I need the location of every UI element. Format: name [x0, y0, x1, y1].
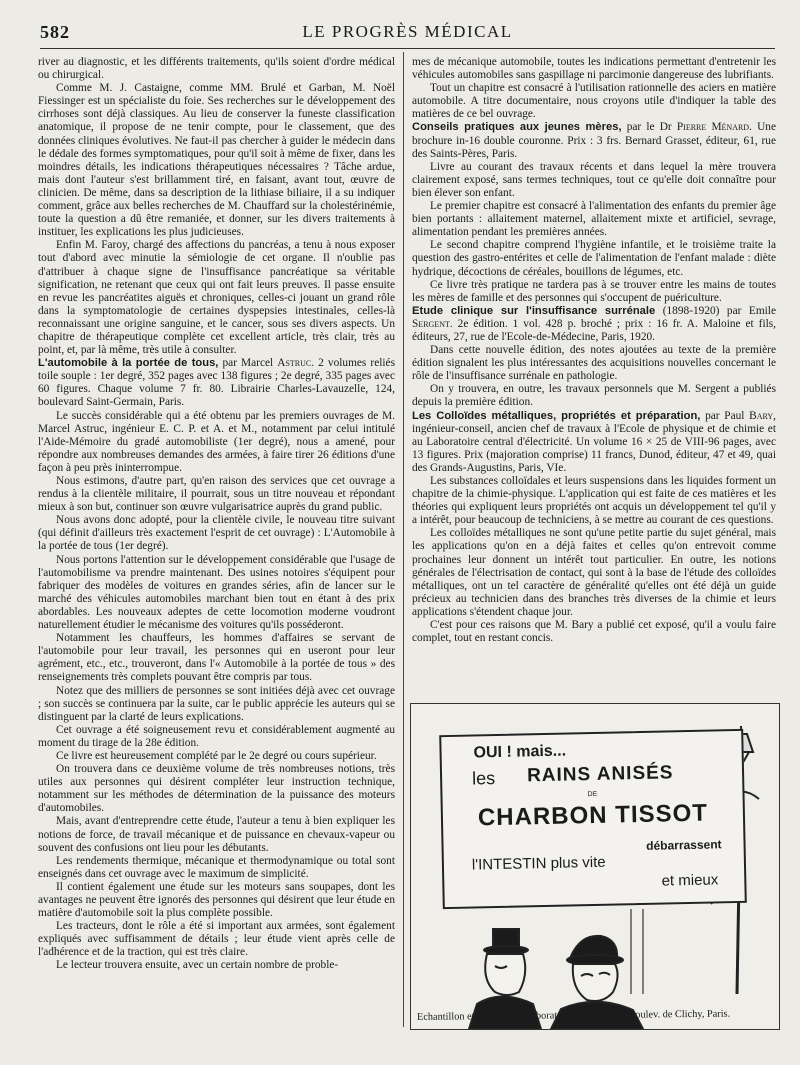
review-entry-heading	[412, 410, 776, 475]
review-author-name: Pierre Ménard	[676, 121, 750, 134]
review-citation-text: . 2 volumes reliés toile souple : 1er degré, 352 pages avec 138 figures ; 2e degré, 335 pages avec 60 figures. Chaque volume 7 fr. 80. Librairie Charles-Lavauzelle, 124, boulevard Saint-Germain, Paris.	[38, 357, 395, 409]
right-column	[412, 56, 776, 696]
article-paragraph: Mais, avant d'entreprendre cette étude, l'auteur a tenu à bien expliquer les notions de force, de travail mécanique et de puissance en chevaux-vapeur ou souvent des confusions ont lieu pour les débutants.	[38, 815, 395, 854]
article-paragraph: Dans cette nouvelle édition, des notes ajoutées au texte de la première édition signalent les plus intéressantes des acquisitions nouvelles concernant le rôle de l'insuffisance surrénale en pathologie.	[412, 344, 776, 383]
article-paragraph: Enfin M. Faroy, chargé des affections du pancréas, a tenu à nous exposer tout d'abord avec minutie la sémiologie de cet organe. Il n'oublie pas d'attribuer à chaque signe de l'insuffisance pancréatique sa véritable signification, ne retenant que ceux qui ont fait leurs preuves. Il passe ensuite en revue les pancréatites aiguës et chroniques, celles-ci jouant un grand rôle dans la symptomatologie de certaines dyspepsies intestinales, celles-là reconnaissant une origine sanguine, et le cancer, sous ses divers aspects. Un chapitre de thérapeutique complète cet excellent article, très clair, très au point, et, par là même, très utile à consulter.	[38, 239, 395, 357]
advertisement-sign	[439, 729, 747, 909]
page-number: 582	[40, 22, 70, 42]
page-header	[40, 20, 775, 46]
article-paragraph: Le second chapitre comprend l'hygiène infantile, et le troisième traite la question des gastro-entérites et celle de l'alimentation de l'enfant malade : diète hydrique, décoctions de céréales, bouillons de légumes, etc.	[412, 239, 776, 278]
article-paragraph: Le premier chapitre est consacré à l'alimentation des enfants du premier âge bien portants : allaitement maternel, allaitement mixte et artificiel, sevrage, alimentation pendant les premières années.	[412, 200, 776, 239]
article-paragraph: Le lecteur trouvera ensuite, avec un certain nombre de proble-	[56, 959, 339, 972]
article-paragraph: Nous portons l'attention sur le développement considérable que l'usage de l'automobilisme va prendre maintenant. Des usines notoires s'équipent pour fabriquer des modèles de voitures en grandes séries, afin de lancer sur le marché des véhicules automobiles marchant bien tout en étant à des prix abordables. Les nouveaux adeptes de cette locomotion moderne voudront naturellement étudier le mécanisme des voitures qu'ils posséderont.	[38, 553, 395, 632]
article-paragraph: On y trouvera, en outre, les travaux personnels que M. Sergent a publiés depuis la première édition.	[412, 383, 776, 409]
ad-line-de: DE	[587, 790, 598, 799]
article-paragraph: C'est pour ces raisons que M. Bary a publié cet exposé, qu'il a voulu faire complet, tout en restant concis.	[412, 619, 776, 645]
review-author-name: Bary	[749, 409, 774, 422]
article-paragraph: Cet ouvrage a été soigneusement revu et considérablement augmenté au moment du tirage de la 28e édition.	[38, 723, 395, 749]
review-entry-heading	[38, 357, 395, 409]
ad-line-oui: OUI ! mais...	[473, 742, 567, 762]
tissot-advertisement	[410, 703, 780, 1030]
review-author-name: Sergent	[412, 317, 450, 330]
article-paragraph: On trouvera dans ce deuxième volume de très nombreuses notions, très utiles aux personnes qui désirent compléter leur instruction technique, notamment sur les méthodes de détermination de la puissance des moteurs d'automobiles.	[38, 763, 395, 815]
ad-line-les: les	[471, 768, 496, 789]
article-paragraph: Nous avons donc adopté, pour la clientèle civile, le nouveau titre suivant (qui définit d'ailleurs très exactement l'esprit de cet ouvrage) : L'Automobile à la portée de tous (1er degré).	[38, 514, 395, 553]
article-paragraph: Notez que des milliers de personnes se sont initiées déjà avec cet ouvrage ; son succès se continuera par la suite, car le public apprécie les auteurs qui se distinguent par la clarté de leurs explications.	[38, 684, 395, 723]
ad-line-debarrassent: débarrassent	[646, 837, 722, 853]
review-book-title: Conseils pratiques aux jeunes mères,	[412, 121, 622, 134]
review-citation-text: par le Dr	[621, 121, 677, 134]
review-book-title: L'automobile à la portée de tous,	[38, 357, 219, 370]
article-paragraph: Nous estimons, d'autre part, qu'en raison des services que cet ouvrage a rendus à la clientèle militaire, il pourrait, sous un titre nouveau et répondant mieux à son but, continuer son œuvre vulgarisatrice auprès du grand public.	[38, 475, 395, 514]
article-paragraph: Les colloïdes métalliques ne sont qu'une petite partie du sujet général, mais les applications qu'on en a déjà faites et celles qu'on entrevoit comme prochaines leur donnent un intérêt tout particulier. En outre, les notions générales de l'électrisation de contact, qui sont à la base de l'étude des colloïdes métalliques, ont un tel caractère de généralité qu'elles ont été déjà un guide précieux au technicien dans des branches très diverses de la chimie et leurs applications s'étendent chaque jour.	[412, 527, 776, 618]
article-paragraph: Les rendements thermique, mécanique et thermodynamique ou total sont enseignés dans cet ouvrage avec le maximum de simplicité.	[38, 854, 395, 880]
review-citation-text: . Une brochure in-16 double couronne. Prix : 3 frs. Bernard Grasset, éditeur, 61, rue des Saints-Pères, Paris.	[412, 121, 776, 160]
article-paragraph: Ce livre est heureusement complété par le 2e degré ou cours supérieur.	[56, 749, 377, 762]
review-citation-text: par Paul	[700, 409, 750, 422]
header-rule	[40, 48, 775, 49]
article-paragraph: Les tracteurs, dont le rôle a été si important aux armées, sont également expliqués avec suffisamment de détails ; leur étude vient après celle de l'adhérence et de la traction, qui est très claire.	[38, 920, 395, 959]
ad-line-rains: RAINS ANISÉS	[526, 762, 674, 787]
ad-footer-address: Echantillon et littérature : Laboratoire TISSOT, 34, boulev. de Clichy, Paris.	[416, 1008, 731, 1023]
ad-brand-name: CHARBON TISSOT	[477, 799, 709, 832]
review-book-title: Etude clinique sur l'insuffisance surrénale	[412, 304, 656, 317]
article-paragraph: Les substances colloïdales et leurs suspensions dans les liquides forment un chapitre de la chimie-physique. L'application qui est faite de ces matières et les théories qui expliquent leurs propriétés ont acquis un développement tel qu'il y a intérêt, pour beaucoup de techniciens, à se mettre au courant de ces questions.	[412, 475, 776, 527]
article-paragraph: river au diagnostic, et les différents traitements, qu'ils soient d'ordre médical ou chirurgical.	[38, 56, 395, 82]
review-entry-heading	[412, 121, 776, 160]
article-paragraph: Tout un chapitre est consacré à l'utilisation rationnelle des aciers en matière automobile. A titre documentaire, nous croyons utile d'indiquer la table des matières de ce bel ouvrage.	[412, 82, 776, 121]
review-author-name: Astruc	[277, 357, 312, 370]
left-column	[38, 56, 395, 1021]
ad-line-intestin: l'INTESTIN plus vite	[471, 853, 606, 874]
article-paragraph: Il contient également une étude sur les moteurs sans soupapes, dont les avantages ne peuvent être ignorés des personnes qui désirent que leur étude en matière d'automobile soit la plus complète possible.	[38, 880, 395, 920]
journal-title: LE PROGRÈS MÉDICAL	[302, 22, 513, 41]
review-citation-text: , ingénieur-conseil, ancien chef de travaux à l'Ecole de physique et de chimie et au Laboratoire central d'électricité. Un volume 16 × 25 de VIII-96 pages, avec 13 figures. Prix (majoration comprise) 11 francs, Dunod, éditeur, 47 et 49, quai des Grands-Augustins, Paris, VIe.	[412, 409, 776, 474]
article-paragraph: mes de mécanique automobile, toutes les indications permettant d'entretenir les véhicules automobiles sans gaspillage ni parcimonie dangereuse des lubrifiants.	[412, 56, 776, 82]
article-paragraph: Ce livre très pratique ne tardera pas à se trouver entre les mains de toutes les mères de famille et des personnes qui s'occupent de puériculture.	[412, 278, 776, 304]
review-citation-text: par Marcel	[218, 357, 278, 370]
article-paragraph: Livre au courant des travaux récents et dans lequel la mère trouvera clairement exposé, sans termes techniques, tout ce qu'elle doit connaître pour bien élever son enfant.	[412, 160, 776, 199]
column-divider	[403, 52, 404, 1027]
article-paragraph: Le succès considérable qui a été obtenu par les premiers ouvrages de M. Marcel Astruc, ingénieur E. C. P. et A. et M., notamment par celui intitulé l'Aide-Mémoire du gradé automobiliste (1er degré), nous a amené, pour répondre aux nombreuses demandes des armées, à faire tirer 26 éditions d'une façon à peu près ininterrompue.	[38, 409, 395, 474]
review-citation-text: (1898-1920) par Emile	[655, 304, 776, 317]
article-paragraph: Notamment les chauffeurs, les hommes d'affaires se servant de l'automobile pour leur travail, les personnes qui en useront pour leur agrément, etc., etc., trouveront, dans l'« Automobile à la portée de tous » des renseignements très complets pouvant être compris par tous.	[38, 632, 395, 684]
review-citation-text: . 2e édition. 1 vol. 428 p. broché ; prix : 16 fr. A. Maloine et fils, éditeurs, 27, rue de l'Ecole-de-Médecine, Paris, 1920.	[412, 317, 776, 343]
article-paragraph: Comme M. J. Castaigne, comme MM. Brulé et Garban, M. Noël Fiessinger est un spécialiste du foie. Ses recherches sur le développement des cirrhoses sont déjà classiques. Au lieu de conserver la funeste classification anatomique, il propose de ne tenir compte, pour le classement, que des données cliniques évolutives. Ne faut-il pas chercher à guider le médecin dans le dédale des formes symptomatiques, pour qu'il soit à même de fixer, dans les moindres détails, les indications thérapeutiques nécessaires ? Tâche ardue, mais dont l'auteur s'est brillamment tiré, en faisant, avant tout, œuvre de clinicien. De même, dans sa description de la lithiase biliaire, il a su indiquer comment, grâce aux belles recherches de M. Chauffard sur la cholestérinémie, toute la question a dû être remaniée, et donner, sur les divers traitements à instituer, les explications les plus judicieuses.	[38, 82, 395, 239]
review-book-title: Les Colloïdes métalliques, propriétés et préparation,	[412, 409, 701, 422]
review-entry-heading	[412, 305, 776, 344]
ad-line-et-mieux: et mieux	[661, 871, 719, 890]
